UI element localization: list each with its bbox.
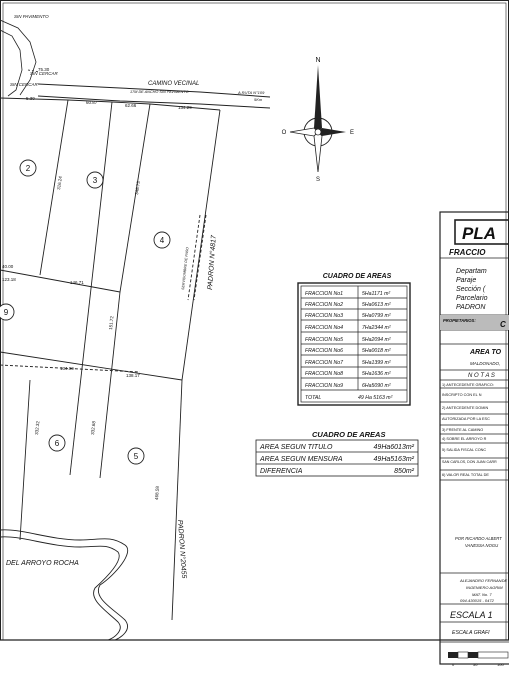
- area-row-label: FRACCION No6: [305, 348, 344, 354]
- propietarios-label: PROPIETARIOS:: [443, 318, 476, 323]
- dim-d16: 468.58: [154, 485, 160, 501]
- note-2: INSCRIPTO CON EL N: [442, 393, 482, 397]
- area-row-label: FRACCION No8: [305, 371, 344, 377]
- parcel-lines: [0, 98, 220, 620]
- tb-line-1: Departam: [456, 268, 487, 275]
- note-5: 3) FRENTE AL CAMINO: [442, 428, 484, 432]
- note-9: 6) VALOR REAL TOTAL DE: [442, 473, 489, 477]
- scale-bar-dark: [448, 652, 458, 658]
- area-row-label: FRACCION No3: [305, 313, 344, 319]
- area-total-tb: AREA TO: [470, 349, 502, 356]
- fraction-label-4: 4: [159, 236, 165, 245]
- area-total-label: TOTAL: [305, 395, 322, 401]
- area-row-label: FRACCION No4: [305, 325, 344, 331]
- area2-row-label: AREA SEGUN MENSURA: [260, 456, 343, 463]
- road-sublabel: 17M DE ANCHO SIN PAVIMENTO: [130, 90, 189, 94]
- sin-cercar-1: SIN CERCAR: [30, 71, 58, 76]
- dim-d5: 134.29: [178, 105, 192, 110]
- dim-d9: 123.18: [2, 277, 16, 282]
- tb-line-4: Parcelario: [456, 295, 488, 302]
- fraction-label-5: 5: [133, 452, 139, 461]
- dim-d15: 332.68: [90, 420, 97, 436]
- compass-needle-s: [314, 132, 322, 172]
- area-total-value: 49 Ha 5163 m²: [358, 395, 393, 401]
- compass-needle-n: [314, 65, 322, 132]
- area-row-label: FRACCION No7: [305, 360, 344, 366]
- area-row-value: 6Ha5090 m²: [362, 383, 391, 389]
- area-row-value: 7Ha2344 m²: [362, 325, 391, 331]
- area2-row-label: AREA SEGUN TITULO: [260, 444, 333, 451]
- fraction-label-3: 3: [92, 176, 98, 185]
- dim-d2: 5.30: [26, 96, 35, 101]
- area2-row-value: 49Ha6013m²: [373, 444, 414, 451]
- fraction-label-2: 2: [25, 164, 31, 173]
- area2-row-label: DIFERENCIA: [260, 468, 303, 475]
- scale-bar-light: [458, 652, 468, 658]
- servidumbre-label: SERVIDUMBRE DE PASO: [181, 246, 190, 291]
- area-row-value: 5Ha2094 m²: [362, 337, 391, 343]
- fraction-label-9: 9: [3, 308, 9, 317]
- arroyo-rocha: [0, 530, 128, 640]
- ruta-label: A RUTA N°109: [238, 90, 265, 95]
- firma-1: ALEJANDRO FERNANDE: [460, 578, 508, 583]
- dim-d7: 348.73: [134, 180, 141, 196]
- plan-title: PLA: [462, 224, 496, 243]
- notas-heading: N O T A S: [468, 373, 495, 379]
- maldonado: MALDONADO,: [470, 361, 501, 366]
- por-line: POR RICARDO ALBERT: [455, 536, 502, 541]
- firma-4: 094-430015 - 0472: [460, 598, 494, 603]
- compass-rose: [290, 65, 346, 172]
- scale-tick-50: 50: [473, 662, 478, 667]
- note-1: 1) ANTECEDENTE GRAFICO:: [442, 383, 494, 387]
- firma-3: MAT. No. 7: [472, 592, 492, 597]
- padron-20455: PADRON N°20455: [176, 519, 188, 579]
- scale-bar-dark-2: [468, 652, 478, 658]
- area-row-value: 5Ha1399 m²: [362, 360, 391, 366]
- arroyo-label: DEL ARROYO ROCHA: [6, 560, 79, 567]
- dim-d6: 316.24: [56, 175, 63, 191]
- dim-d14: 332.32: [34, 420, 41, 436]
- area2-row-value: 850m²: [394, 468, 414, 475]
- cuadro-areas-2-rows: [259, 444, 415, 475]
- area-row-label: FRACCION No9: [305, 383, 344, 389]
- note-4: AUTORIZADA POR LA ESC: [442, 417, 490, 421]
- scale-tick-100: 100: [497, 662, 504, 667]
- compass-o: O: [281, 130, 287, 136]
- scale-tick-0: 0: [452, 662, 455, 667]
- vanessa-line: VANESSA NOGU: [465, 543, 499, 548]
- area-row-label: FRACCION No1: [305, 291, 344, 297]
- note-7: 5) SALIDA FISCAL CONC: [442, 448, 487, 452]
- dim-d13: 138.17: [126, 373, 140, 378]
- compass-s: S: [315, 177, 321, 183]
- dim-d10: 146.71: [70, 280, 84, 285]
- area-row-label: FRACCION No5: [305, 337, 344, 343]
- firma-2: INGENIERO AGRIM: [466, 585, 503, 590]
- tb-line-3: Sección (: [456, 286, 486, 293]
- fraction-markers: [0, 160, 170, 464]
- area-row-label: FRACCION No2: [305, 302, 344, 308]
- cuadro-areas-title: CUADRO DE AREAS: [322, 273, 392, 280]
- plan-subtitle: FRACCIO: [449, 248, 486, 257]
- dim-d12: 134.00: [60, 366, 74, 371]
- compass-e: E: [349, 130, 355, 136]
- note-3: 2) ANTECEDENTE DOMIN: [442, 406, 489, 410]
- dim-d1: 75.30: [38, 67, 50, 72]
- dim-d8: 40.00: [2, 264, 14, 269]
- dim-d4: 62.66: [125, 103, 137, 108]
- top-sin-pavimento: SIN PAVIMENTO: [14, 14, 49, 19]
- tb-line-5: PADRON: [456, 304, 486, 311]
- fraction-label-6: 6: [54, 439, 60, 448]
- area-row-value: 5Ha1636 m²: [362, 371, 391, 377]
- note-6: 4) SOBRE EL ARROYO R: [442, 437, 487, 441]
- area-row-value: 5Ha0613 m²: [362, 302, 391, 308]
- road-label: CAMINO VECINAL: [148, 81, 200, 87]
- padron-4817: PADRON N°4817: [207, 234, 218, 291]
- note-8: SAN CARLOS, DON JUAN CARR: [442, 460, 497, 464]
- propietarios-value: C: [500, 320, 506, 329]
- area-row-value: 5Ha0018 m²: [362, 348, 391, 354]
- dim-d3: 60.87: [86, 100, 98, 105]
- cuadro-areas-rows: [305, 291, 393, 401]
- cuadro-areas-2-title: CUADRO DE AREAS: [312, 430, 386, 439]
- tb-line-2: Paraje: [456, 277, 477, 284]
- compass-n: N: [315, 57, 321, 64]
- area-row-value: 5Ha0799 m²: [362, 313, 391, 319]
- sin-cercar-2: SIN CERCAR: [10, 82, 38, 87]
- escala-label: ESCALA 1: [450, 610, 493, 620]
- scale-bar-light-2: [478, 652, 508, 658]
- area-row-value: 5Ha1171 m²: [362, 291, 391, 297]
- ruta-km: 5Km: [254, 97, 263, 102]
- escala-grafica: ESCALA GRAFI: [452, 630, 490, 636]
- dim-d11: 151.72: [108, 315, 115, 331]
- area2-row-value: 49Ha5163m²: [373, 456, 414, 463]
